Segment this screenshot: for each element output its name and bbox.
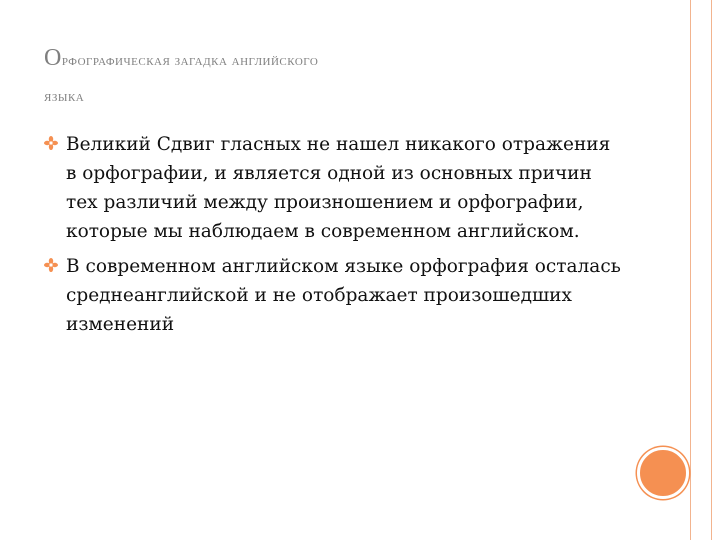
bullet-text: В современном английском языке орфография осталась среднеанглийской и не отображает произошедших изменений [66, 256, 621, 335]
slide-title [44, 40, 644, 115]
bullet-item [44, 130, 624, 246]
bullet-list [44, 130, 624, 345]
decorative-border-line [690, 0, 691, 540]
bullet-item [44, 252, 624, 339]
flower-bullet-icon [44, 136, 58, 150]
bullet-text: Великий Сдвиг гласных не нашел никакого отражения в орфографии, и является одной из основных причин тех различий между произношением и орфографии, которые мы наблюдаем в современном английском. [66, 134, 611, 242]
decorative-border-line [711, 0, 712, 540]
title-capital: О [44, 45, 62, 71]
title-line-1 [44, 40, 644, 79]
title-line-1-text: рфографическая загадка английского [61, 53, 319, 69]
flower-bullet-icon [44, 258, 58, 272]
decorative-circle [637, 447, 689, 499]
title-line-2: языка [44, 89, 85, 105]
